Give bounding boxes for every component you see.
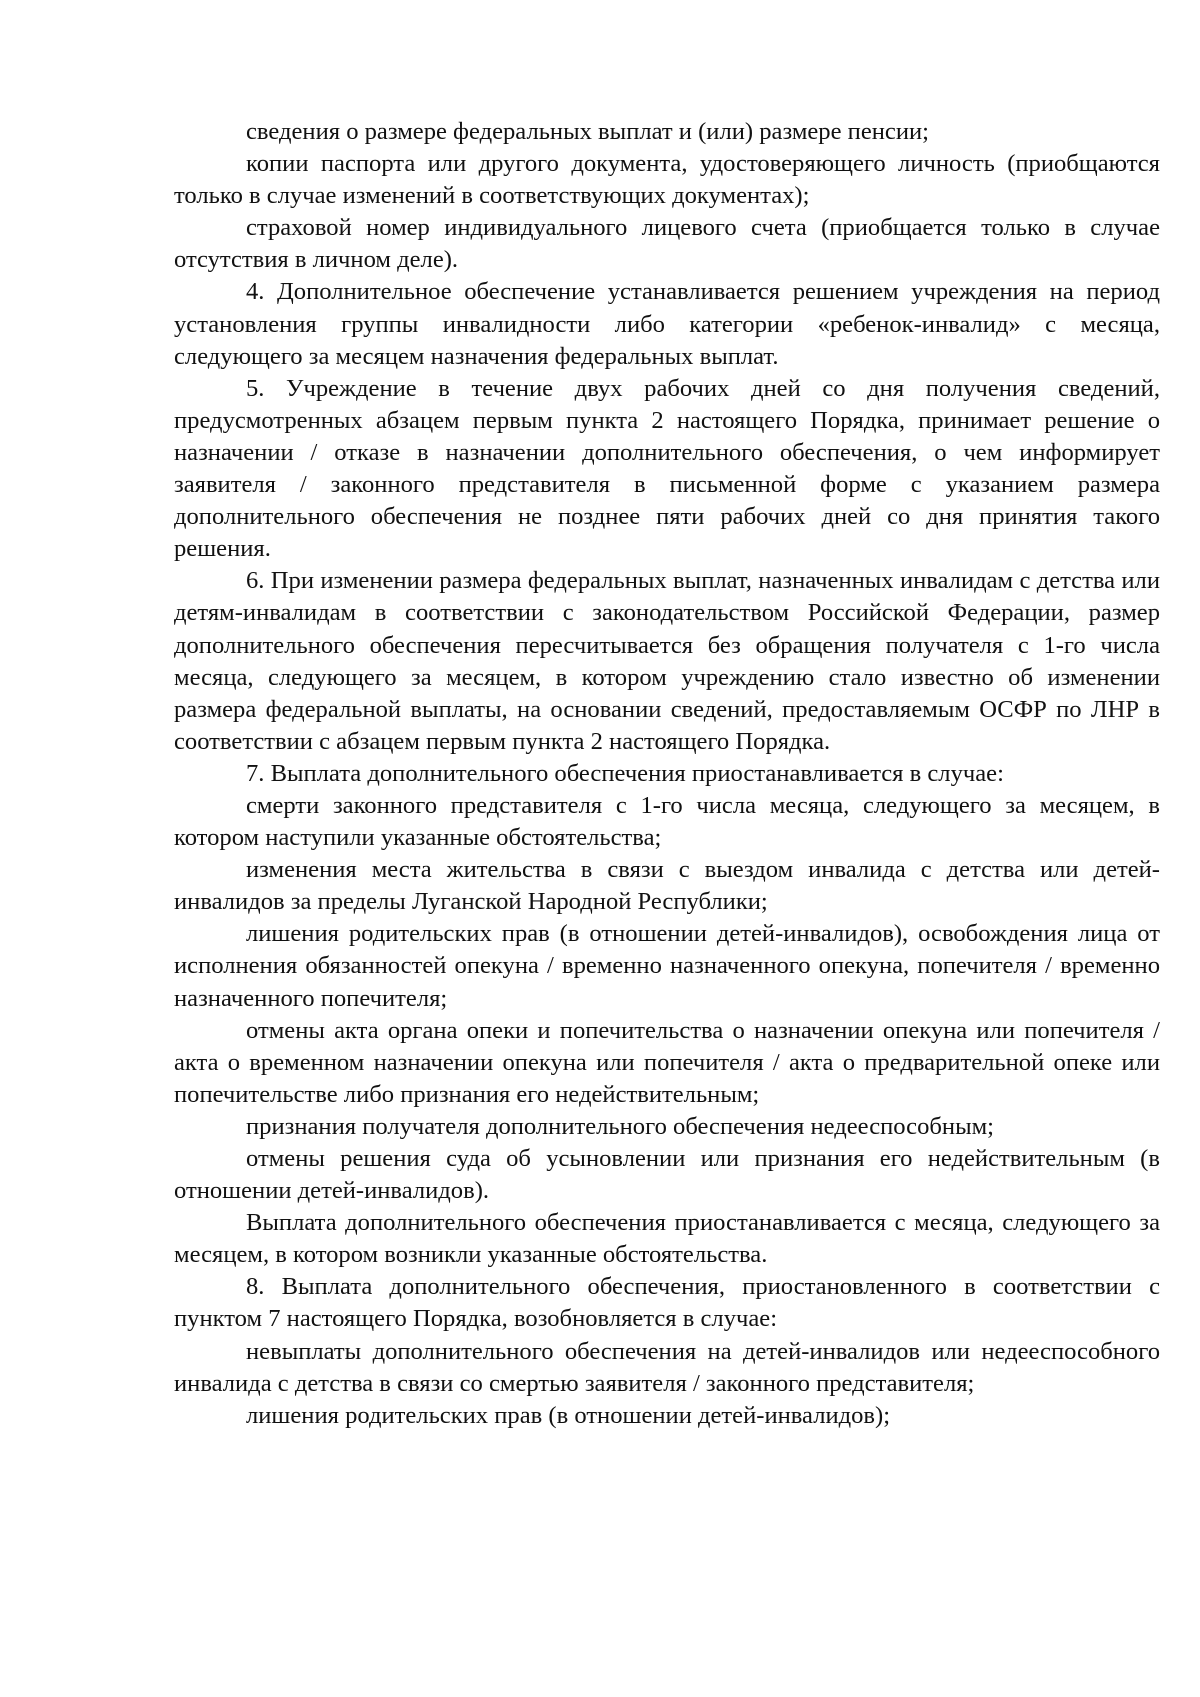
paragraph-item-4: 4. Дополнительное обеспечение устанавливается решением учреждения на период установления группы инвалидности либо категории «ребенок-инвалид» с месяца, следующего за месяцем назначения федеральных выплат. — [174, 278, 1160, 370]
paragraph-change-of-residence: изменения места жительства в связи с выездом инвалида с детства или детей-инвалидов за пределы Луганской Народной Республики; — [174, 856, 1160, 916]
paragraph-item-8: 8. Выплата дополнительного обеспечения, приостановленного в соответствии с пунктом 7 настоящего Порядка, возобновляется в случае: — [174, 1273, 1160, 1333]
paragraph-item-6: 6. При изменении размера федеральных выплат, назначенных инвалидам с детства или детям-инвалидам в соответствии с законодательством Российской Федерации, размер дополнительного обеспечения пересчитывается без обращения получателя с 1-го числа месяца, следующего за месяцем, в котором учреждению стало известно об изменении размера федеральной выплаты, на основании сведений, предоставляемым ОСФР по ЛНР в соответствии с абзацем первым пункта 2 настоящего Порядка. — [174, 567, 1160, 755]
paragraph-non-payment: невыплаты дополнительного обеспечения на детей-инвалидов или недееспособного инвалида с детства в связи со смертью заявителя / законного представителя; — [174, 1337, 1160, 1397]
paragraph-item-7: 7. Выплата дополнительного обеспечения приостанавливается в случае: — [246, 759, 1004, 787]
paragraph-death-of-representative: смерти законного представителя с 1-го числа месяца, следующего за месяцем, в котором наступили указанные обстоятельства; — [174, 791, 1160, 852]
paragraph-deprivation-of-rights-2: лишения родительских прав (в отношении детей-инвалидов); — [246, 1401, 891, 1429]
paragraph-suspension-start: Выплата дополнительного обеспечения приостанавливается с месяца, следующего за месяцем, в котором возникли указанные обстоятельства. — [174, 1209, 1160, 1269]
paragraph-insurance-number: страховой номер индивидуального лицевого счета (приобщается только в случае отсутствия в личном деле). — [174, 214, 1160, 274]
document-page — [174, 116, 1160, 1432]
paragraph-passport-copies: копии паспорта или другого документа, удостоверяющего личность (приобщаются только в случае изменений в соответствующих документах); — [174, 150, 1160, 210]
paragraph-federal-payments-info: сведения о размере федеральных выплат и (или) размере пенсии; — [246, 118, 929, 145]
paragraph-incapacity: признания получателя дополнительного обеспечения недееспособным; — [246, 1112, 994, 1140]
paragraph-item-5: 5. Учреждение в течение двух рабочих дней со дня получения сведений, предусмотренных абзацем первым пункта 2 настоящего Порядка, принимает решение о назначении / отказе в назначении дополнительного обеспечения, о чем информирует заявителя / законного представителя в письменной форме с указанием размера дополнительного обеспечения не позднее пяти рабочих дней со дня принятия такого решения. — [174, 374, 1160, 563]
paragraph-deprivation-of-rights: лишения родительских прав (в отношении детей-инвалидов), освобождения лица от исполнения обязанностей опекуна / временно назначенного опекуна, попечителя / временно назначенного попечителя; — [174, 920, 1160, 1012]
paragraph-cancellation-of-guardianship: отмены акта органа опеки и попечительства о назначении опекуна или попечителя / акта о временном назначении опекуна или попечителя / акта о предварительной опеке или попечительстве либо признания его недействительным; — [174, 1016, 1160, 1108]
paragraph-adoption-cancellation: отмены решения суда об усыновлении или признания его недействительным (в отношении детей-инвалидов). — [174, 1145, 1160, 1205]
